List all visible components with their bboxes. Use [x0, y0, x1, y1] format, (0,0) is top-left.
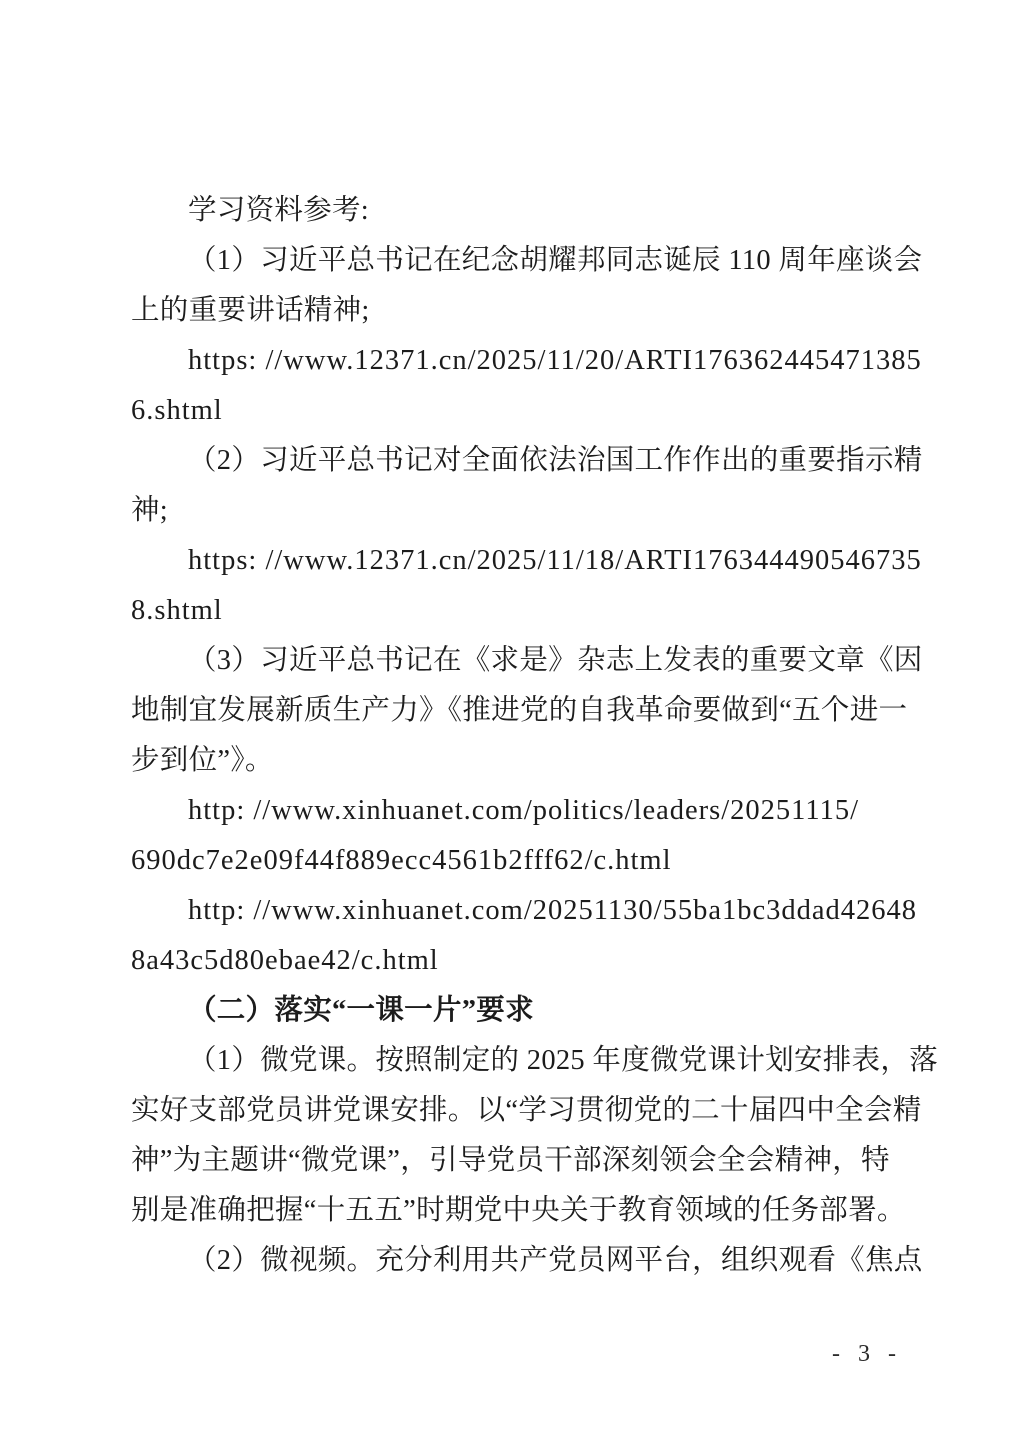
url-line: 6.shtml — [131, 395, 223, 426]
paragraph-line: 地制宜发展新质生产力》《推进党的自我革命要做到“五个进一 — [131, 695, 908, 726]
paragraph-line: 神”为主题讲“微党课”，引导党员干部深刻领会全会精神，特 — [131, 1145, 890, 1176]
paragraph-line: 别是准确把握“十五五”时期党中央关于教育领域的任务部署。 — [131, 1195, 906, 1226]
url-line: https: //www.12371.cn/2025/11/20/ARTI176362445471385 — [188, 345, 922, 376]
section-heading: （二）落实“一课一片”要求 — [188, 995, 534, 1026]
paragraph-line: 上的重要讲话精神; — [131, 295, 370, 326]
document-body — [131, 186, 939, 1286]
paragraph-line: 步到位”》。 — [131, 745, 274, 776]
url-line: http: //www.xinhuanet.com/politics/leaders/20251115/ — [188, 795, 859, 826]
paragraph-line: 实好支部党员讲党课安排。以“学习贯彻党的二十届四中全会精 — [131, 1095, 922, 1126]
url-line: https: //www.12371.cn/2025/11/18/ARTI176344490546735 — [188, 545, 922, 576]
url-line: 690dc7e2e09f44f889ecc4561b2fff62/c.html — [131, 845, 672, 876]
url-line: 8a43c5d80ebae42/c.html — [131, 945, 439, 976]
paragraph-line: （1）习近平总书记在纪念胡耀邦同志诞辰 110 周年座谈会 — [188, 245, 923, 276]
paragraph-line: （2）微视频。充分利用共产党员网平台，组织观看《焦点 — [188, 1245, 923, 1276]
paragraph-line: 学习资料参考: — [188, 195, 370, 226]
paragraph-line: （1）微党课。按照制定的 2025 年度微党课计划安排表，落 — [188, 1045, 939, 1076]
url-line: 8.shtml — [131, 595, 223, 626]
paragraph-line: （3）习近平总书记在《求是》杂志上发表的重要文章《因 — [188, 645, 923, 676]
page-number: - 3 - — [832, 1341, 902, 1367]
paragraph-line: 神; — [131, 495, 169, 526]
paragraph-line: （2）习近平总书记对全面依法治国工作作出的重要指示精 — [188, 445, 923, 476]
url-line: http: //www.xinhuanet.com/20251130/55ba1bc3ddad42648 — [188, 895, 918, 926]
